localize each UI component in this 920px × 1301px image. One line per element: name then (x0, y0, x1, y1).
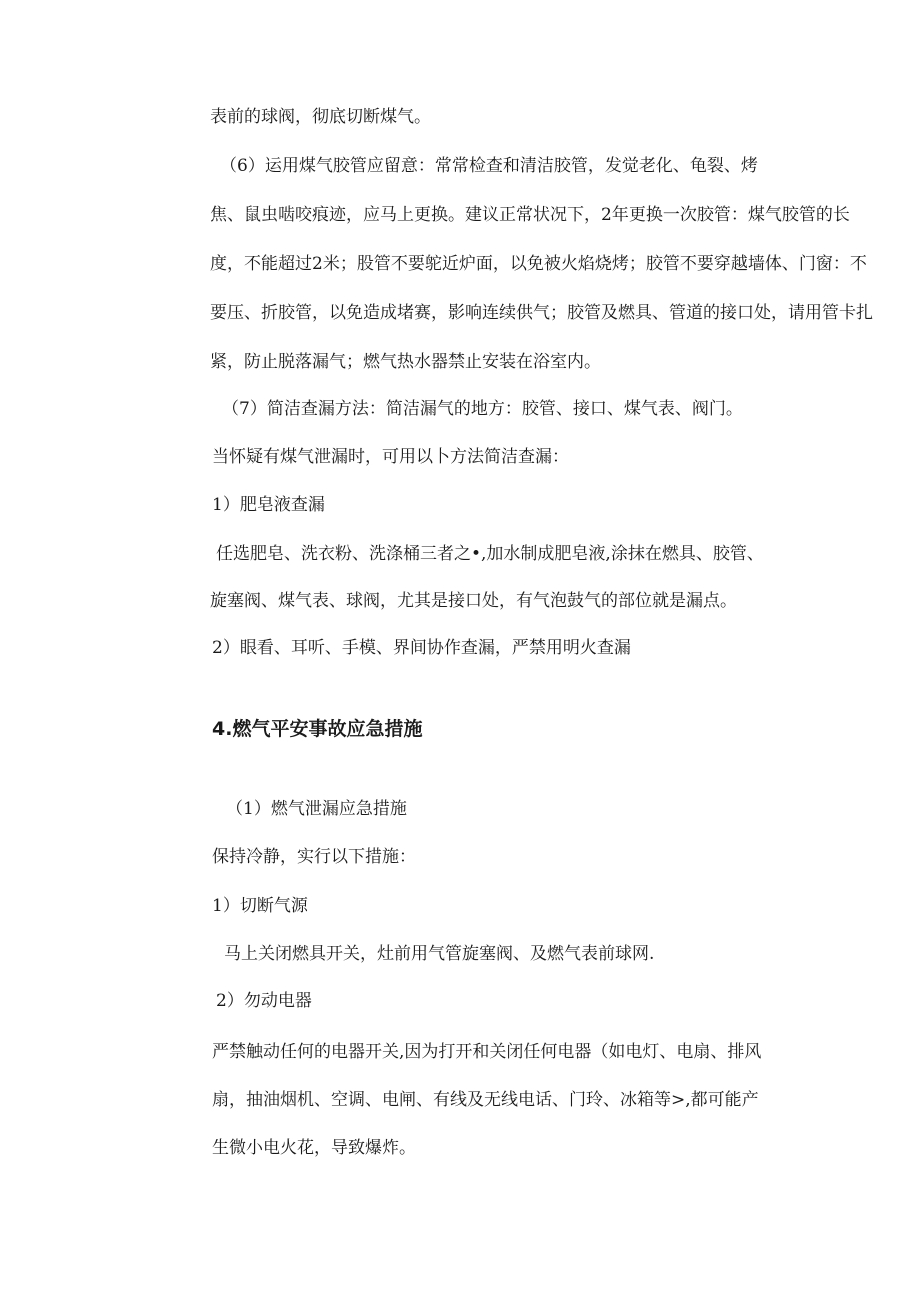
text-line: 1）肥皂液查漏 (212, 495, 325, 515)
text-line: 严禁触动任何的电器开关,因为打开和关闭任何电器（如电灯、电扇、排风 (212, 1042, 762, 1062)
section-heading: 4.燃气平安事故应急措施 (212, 718, 423, 740)
text-line: 表前的球阀，彻底切断煤气。 (210, 107, 431, 127)
text-line: 马上关闭燃具开关，灶前用气管旋塞阀、及燃气表前球网. (224, 944, 655, 964)
text-line: 紧，防止脱落漏气；燃气热水器禁止安装在浴室内。 (210, 352, 601, 372)
text-line: 当怀疑有煤气泄漏时，可用以卜方法简洁查漏： (212, 447, 569, 467)
text-line: （1）燃气泄漏应急措施 (226, 799, 407, 819)
text-line: （7）简洁查漏方法：简洁漏气的地方：胶管、接口、煤气表、阀门。 (222, 399, 743, 419)
text-line: 要压、折胶管，以免造成堵赛，影响连续供气；胶管及燃具、管道的接口处，请用管卡扎 (210, 303, 873, 323)
text-line: （6）运用煤气胶管应留意：常常检查和清洁胶管，发觉老化、龟裂、烤 (220, 156, 758, 176)
text-line: 旋塞阀、煤气表、球阀，尤其是接口处，有气泡鼓气的部位就是漏点。 (210, 591, 737, 611)
text-line: 焦、鼠虫啮咬痕迹，应马上更换。建议正常状况下，2年更换一次胶管：煤气胶管的长 (210, 205, 850, 225)
text-line: 2）眼看、耳听、手模、界间协作查漏，严禁用明火查漏 (212, 638, 631, 658)
text-line: 1）切断气源 (212, 896, 308, 916)
text-line: 度，不能超过2米；股管不要鸵近炉面，以免被火焰烧烤；胶管不要穿越墙体、门窗：不 (210, 254, 867, 274)
text-line: 2）勿动电器 (216, 991, 312, 1011)
text-line: 任选肥皂、洗衣粉、洗涤桶三者之•,加水制成肥皂液,涂抹在燃具、胶管、 (216, 544, 764, 564)
text-line: 生微小电火花，导致爆炸。 (212, 1138, 416, 1158)
text-line: 扇，抽油烟机、空调、电闸、有线及无线电话、门玲、冰箱等>,都可能产 (212, 1090, 759, 1110)
text-line: 保持冷静，实行以下措施： (212, 847, 416, 867)
